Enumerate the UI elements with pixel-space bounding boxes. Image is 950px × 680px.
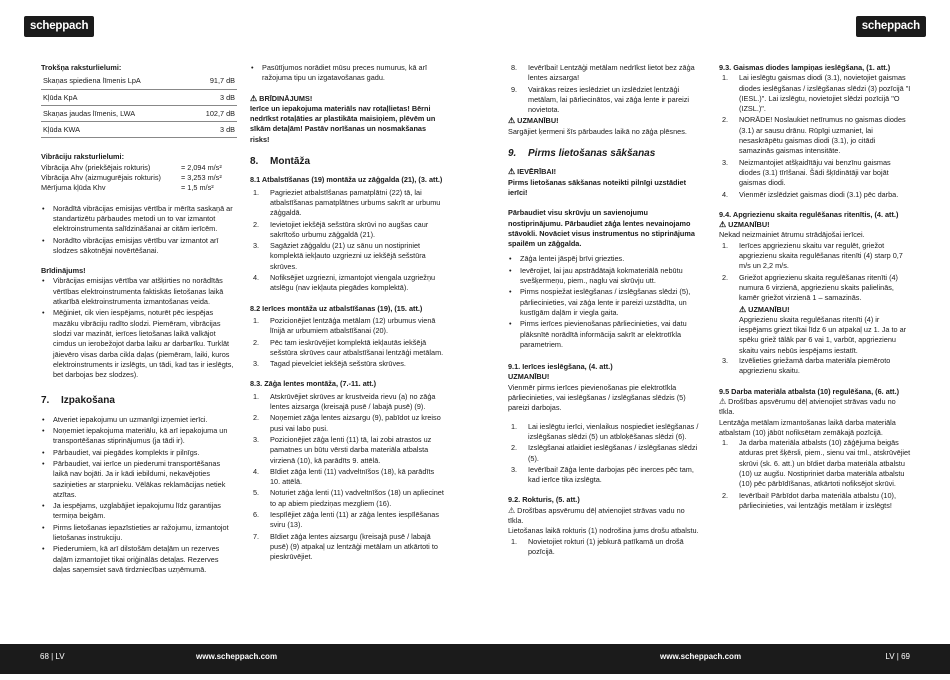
list-item: 2. NORĀDE! Noslaukiet netīrumus no gaismas diodes (3.1) ar sausu drānu. Rūpīgi uzmaniet, lai nesaskrāpētu gaismas diodi (3.1), jo citādi samazinās gaismas intensitāte. bbox=[722, 115, 906, 156]
warning-triangle-icon: ⚠ bbox=[739, 304, 747, 314]
section-heading: 8. Montāža bbox=[250, 156, 310, 168]
list-item: 1. Novietojiet rokturi (1) jebkurā patīkamā un drošā pozīcijā. bbox=[511, 536, 684, 556]
list-item: • Ievērojiet, lai jau apstrādātajā kokmateriālā nebūtu svešķermeņu, piem., naglu vai skrūvju utt. bbox=[508, 266, 702, 287]
section-heading: 9. Pirms lietošanas sākšanas bbox=[508, 148, 656, 160]
website-link-right[interactable]: www.scheppach.com bbox=[660, 652, 742, 661]
subsection-title: 8.1 Atbalstīšanas (19) montāža uz zāģgalda (21), (3. att.) bbox=[250, 175, 443, 185]
column-3 bbox=[508, 63, 702, 558]
paragraph: Apgriezienu skaita regulēšanas ritenīti (4) ir iespējams griezt tikai līdz 6 un atpakaļ uz 1. Ja to ar spēku griež tālāk par 6 vai 1, varbūt, apgriezienu skaitu vairs nebūs iespējams iestatīt. bbox=[739, 314, 907, 355]
steps-list bbox=[719, 73, 911, 200]
website-link-left[interactable]: www.scheppach.com bbox=[196, 652, 278, 661]
subsection-title: 9.4. Apgriezienu skaita regulēšanas ritenītis, (4. att.) bbox=[719, 209, 899, 219]
list-item: • Piederumiem, kā arī dilstošām detaļām un rezerves daļām izmantojiet tikai oriģinālās detaļas. Rezerves daļas saņemsiet savā tirdzniecības uzņēmumā. bbox=[41, 544, 237, 575]
subsection-title: 8.2 Ierīces montāža uz atbalstīšanas (19), (15. att.) bbox=[250, 303, 423, 313]
attention-title: ⚠ UZMANĪBU! bbox=[508, 116, 559, 126]
list-item: 5. Noturiet zāģa lenti (11) vadveltnīšos (18) un apliecinet to ap abiem piedziņas mezgliem (16). bbox=[253, 488, 444, 508]
list-item: 2. Ievietojiet iekšējā sešstūra skrūvi no augšas caur sakrītošo urbumu zāģgaldā (21). bbox=[253, 219, 429, 239]
subsection-title: 8.3. Zāģa lentes montāža, (7.-11. att.) bbox=[250, 379, 377, 389]
subsection-title: 9.5 Darba materiāla atbalsta (10) regulēšana, (6. att.) bbox=[719, 386, 900, 396]
list-item: • Zāģa lentei jāspēj brīvi griezties. bbox=[508, 254, 702, 264]
page-number-left: 68 | LV bbox=[40, 652, 65, 661]
warning-title: Brīdinājums! bbox=[41, 266, 86, 276]
table-row: Kļūda KpA 3 dB bbox=[41, 89, 237, 105]
subsection-title: 9.2. Rokturis, (5. att.) bbox=[508, 495, 580, 505]
warning-triangle-icon: ⚠ bbox=[719, 220, 727, 230]
attention-title: ⚠ UZMANĪBU! bbox=[739, 304, 790, 314]
noise-spec-table bbox=[41, 73, 237, 138]
check-text: Pārbaudiet visu skrūvju un savienojumu nostiprinājumu. Pārbaudiet zāģa lentes nevainojamo stāvokli. Novāciet visus instrumentus no stiprinājuma spailēm un zāģgalda. bbox=[508, 208, 695, 249]
warning-triangle-icon: ⚠ bbox=[508, 116, 516, 126]
list-item: 7. Bīdiet zāģa lentes aizsargu (kreisajā pusē / labajā pusē) (9) atpakaļ uz lentzāģi metālam un atkārtoti to pieskrūvējiet. bbox=[253, 531, 438, 562]
list-item: • Pirms lietošanas iepazīstieties ar ražojumu, izmantojot lietošanas instrukciju. bbox=[41, 523, 237, 544]
vibration-row: Vibrācija Ahv (aizmugurējais rokturis) = 3,253 m/s² bbox=[41, 173, 222, 183]
list-item: • Vibrācijas emisijas vērtība var atšķirties no norādītās vērtības elektroinstrumenta faktiskās lietošanas laikā atkarībā elektroinstrumenta izmantošanas veida. bbox=[41, 276, 237, 307]
steps-list bbox=[250, 188, 444, 294]
list-item: 1. Atskrūvējiet skrūves ar krustveida rievu (a) no zāģa lentes aizsarga (kreisajā pusē / labajā pusē) (9). bbox=[253, 391, 436, 412]
warning-text: Ierīce un iepakojuma materiāls nav rotaļlietas! Bērni nedrīkst rotaļāties ar plastikāta maisiņiem, plēvēm un sīkām detaļām! Pastāv norīšanas un nosmakšanas risks! bbox=[250, 103, 436, 144]
vibration-row: Mērījuma kļūda Khv = 1,5 m/s² bbox=[41, 183, 214, 193]
list-item: 2. Noņemiet zāģa lentes aizsargu (9), pabīdot uz kreiso pusi vai labo pusi. bbox=[253, 413, 441, 433]
warning-text: ⚠ Drošības apsvērumu dēļ atvienojiet strāvas vadu no tīkla. bbox=[508, 505, 685, 525]
list-item: • Noņemiet iepakojuma materiālu, kā arī iepakojuma un transportēšanas stiprinājumus (ja tādi ir). bbox=[41, 426, 237, 447]
list-item: • Norādītā vibrācijas emisijas vērtība ir mērīta saskaņā ar standartizētu pārbaudes metodi un to var izmantot elektroinstrumenta salīdzināšanai ar citām ierīcēm. bbox=[41, 204, 237, 235]
steps-list bbox=[508, 63, 702, 115]
warning-text: ⚠ Drošības apsvērumu dēļ atvienojiet strāvas vadu no tīkla. bbox=[719, 396, 896, 417]
list-item: • Pārbaudiet, vai piegādes komplekts ir pilnīgs. bbox=[41, 448, 237, 458]
attention-title: UZMANĪBU! bbox=[508, 372, 550, 382]
unpacking-list bbox=[41, 415, 237, 575]
vibration-row: Vibrācija Ahv (priekšējais rokturis) = 2,094 m/s² bbox=[41, 162, 222, 172]
list-item: 1. Pozicionējiet lentzāģa metālam (12) urbumus vienā līnijā ar urbumiem atbalstīšanai (20). bbox=[253, 315, 436, 336]
warning-title: ⚠ BRĪDINĀJUMS! bbox=[250, 93, 313, 103]
paragraph: Lietošanas laikā rokturis (1) nodrošina jums drošu atbalstu. bbox=[508, 526, 699, 536]
list-item: • Mēģiniet, cik vien iespējams, noturēt pēc iespējas mazāku vibrāciju radīto slodzi. Piemēram, vibrācijas slodzi var mazināt, ierīces lietošanas laikā valkājot cimdus un ierobežojot darba laiku ar darbarīku. Turklāt jāievēro visas darba cikla daļas (piemēram, laiki, kuros elektroinstruments ir izslēgts, un tādi, kad tas ir ieslēgts, bet darbojas bez slodzes). bbox=[41, 308, 237, 380]
vibration-title: Vibrāciju raksturlielumi: bbox=[41, 152, 124, 162]
vibration-notes bbox=[41, 204, 237, 256]
list-item: 9. Vairākas reizes ieslēdziet un izslēdziet lentzāģi metālam, lai pārliecinātos, vai zāģa lente ir pareizi novietota. bbox=[511, 84, 690, 115]
list-item: 2. Pēc tam ieskrūvējiet komplektā iekļautās iekšējā sešstūra skrūves caur atbalstīšanai lentzāģi metālam. bbox=[253, 337, 444, 357]
list-item: 1. Pagrieziet atbalstīšanas pamatplātni (22) tā, lai atbalstīšanas pamatplātnes urbums sakrīt ar urbumu zāģgaldā. bbox=[253, 187, 441, 218]
warning-triangle-icon: ⚠ bbox=[508, 505, 516, 515]
brand-logo-left: scheppach bbox=[24, 16, 94, 37]
list-item: 1. Lai ieslēgtu gaismas diodi (3.1), novietojiet gaismas diodes ieslēgšanas / izslēgšanas slēdzi (3) pozīcijā "I (IESL.)". Lai izslēgtu, novietojiet slēdzi pozīcijā "O (IZSL.)". bbox=[722, 73, 911, 114]
list-item: • Ja iespējams, uzglabājiet iepakojumu līdz garantijas termiņa beigām. bbox=[41, 501, 237, 522]
list-item: 2. Ievērībai! Pārbīdot darba materiāla atbalstu (10), pārliecinieties, vai lentzāģis metālam ir izslēgts! bbox=[722, 490, 896, 510]
list-item: • Pirms ierīces pievienošanas pārliecinieties, vai datu plāksnītē norādītā informācija sakrīt ar elektrotīkla parametriem. bbox=[508, 319, 702, 350]
warning-triangle-icon: ⚠ bbox=[250, 93, 258, 103]
list-item: • Pasūtījumos norādiet mūsu preces numurus, kā arī ražojuma tipu un izgatavošanas gadu. bbox=[250, 63, 444, 84]
attention-title: ⚠ UZMANĪBU! bbox=[719, 220, 770, 230]
column-2 bbox=[250, 63, 444, 563]
list-item: • Pārbaudiet, vai ierīce un piederumi transportēšanas laikā nav bojāti. Ja ir kādi iebildumi, nekavējoties saziņieties ar starpnieku. Vēlākas reklamācijas netiek atzītas. bbox=[41, 459, 237, 500]
list-item: 3. Sagāziet zāģgaldu (21) uz sānu un nostipriniet komplektā iekļauto uzgriezni uz iekšējā sešstūra skrūves. bbox=[253, 241, 426, 271]
list-item: 4. Nofiksējiet uzgriezni, izmantojot viengala uzgriežņu atslēgu (nav iekļauta piegādes komplektā). bbox=[253, 273, 436, 293]
list-item: • Pirms nospiežat ieslēgšanas / izslēgšanas slēdzi (5), pārliecinieties, vai zāģa lente ir pareizi uzstādīta, un kustīgām daļām ir viegla gaita. bbox=[508, 287, 702, 318]
table-row: Skaņas spiediena līmenis LpA 91,7 dB bbox=[41, 73, 237, 89]
attention-text: Sargājiet ķermeni šīs pārbaudes laikā no zāģa plēsnes. bbox=[508, 126, 687, 136]
paragraph: Nekad neizmainiet ātrumu strādājošai ierīcei. bbox=[719, 230, 865, 240]
page-number-right: LV | 69 bbox=[885, 652, 910, 661]
steps-list bbox=[719, 438, 911, 511]
column-4 bbox=[719, 63, 911, 512]
spec-title: Trokšņa raksturlielumi: bbox=[41, 63, 122, 72]
steps-list bbox=[719, 356, 911, 377]
list-item: 2. Izslēgšanai atlaidiet ieslēgšanas / izslēgšanas slēdzi (5). bbox=[511, 443, 698, 463]
steps-list bbox=[508, 422, 702, 486]
warning-triangle-icon: ⚠ bbox=[508, 167, 516, 177]
list-item: 1. Ja darba materiāla atbalsts (10) zāģējuma beigās atduras pret šķērsli, piem., sienu vai tml., atskrūvējiet skrūvi (sk. 6. att.) un bīdiet darba materiāla atbalstu (10) uz augšu. Nostipriniet darba materiāla atbalstu (10) pēc pārbīdīšanas, atkārtoti nofiksējot skrūvi. bbox=[722, 438, 911, 489]
list-item: 4. Vienmēr izslēdziet gaismas diodi (3.1) pēc darba. bbox=[722, 189, 899, 199]
subsection-title: 9.3. Gaismas diodes lampiņas ieslēgšana, (1. att.) bbox=[719, 63, 891, 72]
warning-list bbox=[41, 276, 237, 380]
list-item: 3. Pozicionējiet zāģa lenti (11) tā, lai zobi atrastos uz pamatnes un būtu vērsti darba materiāla atbalsta virzienā (10), kā parādīts 9. attēlā. bbox=[253, 434, 432, 465]
list-item: 4. Bīdiet zāģa lenti (11) vadveltnīšos (18), kā parādīts 10. attēlā. bbox=[253, 466, 435, 487]
steps-list bbox=[719, 241, 911, 304]
list-item: 6. Iespīlējiet zāģa lenti (11) ar zāģa lentes iespīlēšanas sviru (13). bbox=[253, 509, 440, 530]
order-note bbox=[250, 63, 444, 84]
warning-text: Pirms lietošanas sākšanas noteikti pilnīgi uzstādiet ierīci! bbox=[508, 177, 687, 197]
steps-list bbox=[508, 537, 702, 558]
paragraph: Vienmēr pirms ierīces pievienošanas pie elektrotīkla pārliecinieties, vai ieslēgšanas / izslēgšanas slēdzis (5) pareizi darbojas. bbox=[508, 382, 686, 413]
list-item: 1. Ierīces apgriezienu skaitu var regulēt, griežot apgriezienu skaita regulēšanas ritenīti (4) starp 0,7 m/s un 2,2 m/s. bbox=[722, 240, 903, 271]
table-row: Skaņas jaudas līmenis, LWA 102,7 dB bbox=[41, 105, 237, 121]
list-item: 3. Ievērībai! Zāģa lente darbojas pēc inerces pēc tam, kad ierīce tika izslēgta. bbox=[511, 464, 694, 485]
table-row: Kļūda KWA 3 dB bbox=[41, 122, 237, 138]
paragraph: Lentzāģa metālam izmantošanas laikā darba materiāla atbalstam (10) jābūt nofiksētam zemākajā pozīcijā. bbox=[719, 417, 896, 437]
section-heading: 7. Izpakošana bbox=[41, 395, 115, 407]
list-item: 3. Neizmantojiet atšķaidītāju vai benzīnu gaismas diodes (3.1) tīrīšanai. Šādi šķīdinātāji var bojāt gaismas diodi. bbox=[722, 157, 891, 188]
steps-list bbox=[250, 392, 444, 563]
check-list bbox=[508, 254, 702, 350]
warning-triangle-icon: ⚠ bbox=[719, 396, 727, 406]
list-item: • Norādīto vibrācijas emisijas vērtību var izmantot arī slodzes sākotnējai novērtēšanai. bbox=[41, 236, 237, 257]
footer-bar bbox=[0, 644, 950, 674]
list-item: 8. Ievērībai! Lentzāģi metālam nedrīkst lietot bez zāģa lentes aizsarga! bbox=[511, 63, 695, 83]
list-item: 1. Lai ieslēgtu ierīci, vienlaikus nospiediet ieslēgšanas / izslēgšanas slēdzi (5) un atbloķēšanas slēdzi (6). bbox=[511, 421, 699, 441]
column-1 bbox=[41, 63, 237, 576]
brand-logo-right: scheppach bbox=[856, 16, 926, 37]
list-item: 3. Izvēlieties griežamā darba materiāla piemēroto apgriezienu skaitu. bbox=[722, 356, 891, 376]
list-item: 2. Griežot apgriezienu skaita regulēšanas ritenīti (4) numura 6 virzienā, apgriezienu skaits palielinās, kamēr griežot virzienā 1 – samazinās. bbox=[722, 272, 898, 303]
steps-list bbox=[250, 316, 444, 369]
warning-title: ⚠ IEVĒRĪBAI! bbox=[508, 167, 557, 177]
subsection-title: 9.1. Ierīces ieslēgšana, (4. att.) bbox=[508, 362, 613, 372]
list-item: 3. Tagad pievelciet iekšējā sešstūra skrūves. bbox=[253, 359, 406, 369]
list-item: • Atveriet iepakojumu un uzmanīgi izņemiet ierīci. bbox=[41, 415, 237, 425]
